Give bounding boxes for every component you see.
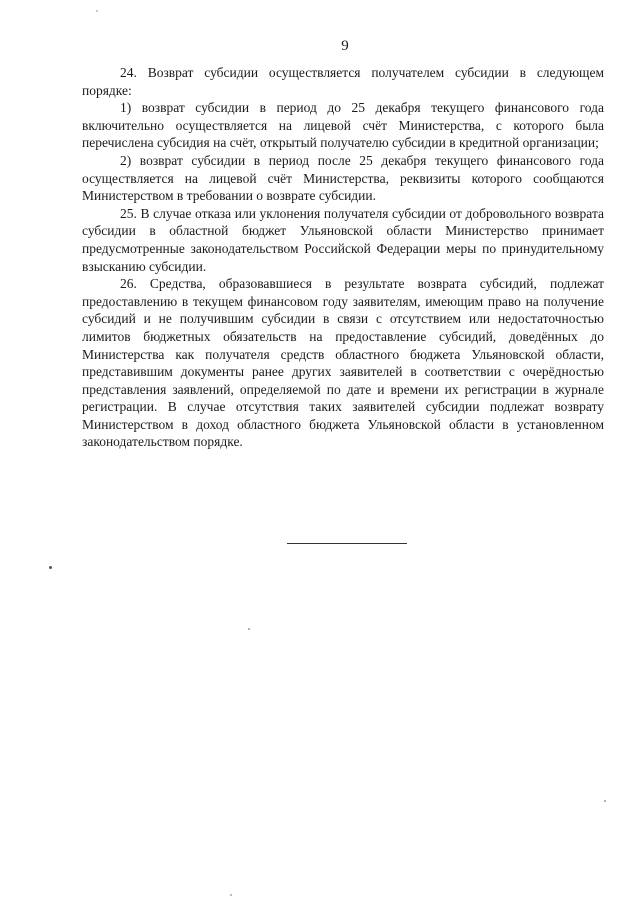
paragraph-24-item-1: 1) возврат субсидии в период до 25 декабря текущего финансового года включительно осуществляется на лицевой счёт Министерства, с которого была перечислена субсидия на счёт, открытый получателю субсидии в кредитной организации; [82, 100, 604, 151]
paragraph-24: 24. Возврат субсидии осуществляется получателем субсидии в следующем порядке: [82, 65, 604, 98]
end-separator-line [287, 543, 407, 544]
scan-speck [248, 628, 250, 630]
document-body [82, 64, 604, 451]
page-number: 9 [341, 38, 349, 54]
paragraph-25: 25. В случае отказа или уклонения получателя субсидии от добровольного возврата субсидии в областной бюджет Ульяновской области Министерство принимает предусмотренные законодательством Российской Федерации меры по принудительному взысканию субсидии. [82, 205, 604, 274]
scan-speck [49, 566, 52, 569]
paragraph-26: 26. Средства, образовавшиеся в результате возврата субсидий, подлежат предоставлению в текущем финансовом году заявителям, имеющим право на получение субсидий и не получившим субсидии в связи с отсутствием или недостаточностью лимитов бюджетных обязательств на предоставление субсидий, доведённых до Министерства как получателя средств областного бюджета Ульяновской области, представившим документы ранее других заявителей в соответствии с очерёдностью представления заявлений, определяемой по дате и времени их регистрации в журнале регистрации. В случае отсутствия таких заявителей субсидии подлежат возврату Министерством в доход областного бюджета Ульяновской области в установленном законодательством порядке. [82, 276, 604, 450]
scan-speck [96, 10, 98, 12]
paragraph-24-item-2: 2) возврат субсидии в период после 25 декабря текущего финансового года осуществляется на лицевой счёт Министерства, реквизиты которого сообщаются Министерством в требовании о возврате субсидии. [82, 152, 604, 204]
scan-speck [230, 894, 232, 896]
scan-speck [604, 800, 606, 802]
